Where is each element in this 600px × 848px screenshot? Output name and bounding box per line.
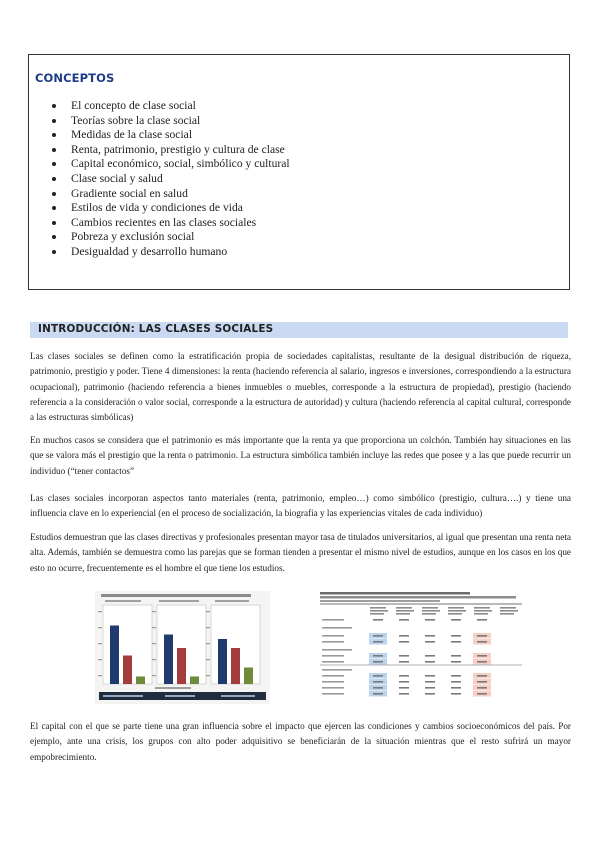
table-value-blur <box>373 681 383 683</box>
table-value-blur <box>425 635 435 637</box>
table-value-blur <box>451 693 461 695</box>
chart-panel-label-blur <box>105 600 141 602</box>
chart-axis-tick <box>152 643 156 644</box>
bar-chart <box>95 591 270 704</box>
table-header-blur <box>422 610 440 612</box>
table-row-label-blur <box>322 655 344 657</box>
table-value-blur <box>477 655 487 657</box>
table-value-blur <box>399 675 409 677</box>
table-header-blur <box>448 610 466 612</box>
chart-axis-tick <box>206 627 210 628</box>
concept-item: Estilos de vida y condiciones de vida <box>29 201 290 216</box>
concepts-box <box>28 54 570 290</box>
chart-bar-series-3-group-2 <box>190 677 199 685</box>
table-row-label-blur <box>322 627 352 629</box>
table-value-blur <box>425 661 435 663</box>
table-title-blur <box>320 600 440 602</box>
table-value-blur <box>373 693 383 695</box>
chart-axis-tick <box>152 627 156 628</box>
chart-title-blur <box>101 594 251 597</box>
table-header-blur <box>370 607 386 609</box>
table-value-blur <box>451 675 461 677</box>
table-value-blur <box>399 635 409 637</box>
chart-axis-tick <box>98 659 102 660</box>
table-header-blur <box>500 613 514 615</box>
chart-axis-tick <box>206 643 210 644</box>
table-value-blur <box>373 655 383 657</box>
chart-panel-label-blur <box>215 600 249 602</box>
table-cells <box>320 607 522 697</box>
table-value-blur <box>399 655 409 657</box>
intro-paragraph-1: Las clases sociales se definen como la estratificación propia de sociedades capitalistas, resultante de la desigual distribución de riqueza, patrimonio, prestigio y poder. Tiene 4 dimensiones: la renta (haciendo referencia al salario, ingresos e inversiones, correspondiendo a la estructura ocupacional), patrimonio (haciendo referencia a bienes inmuebles o muebles, corresponde a la estructura de propiedad), prestigio (haciendo referencia a la consideración o valor social, corresponde a la estructura de autoridad) y cultura (haciendo referencia al capital cultural, corresponde a las estructuras simbólicas) <box>30 351 571 423</box>
table-header-blur <box>474 613 488 615</box>
table-header-blur <box>474 610 492 612</box>
chart-axis-tick <box>152 659 156 660</box>
table-value-blur <box>425 641 435 643</box>
chart-bar-series-2-group-1 <box>123 656 132 685</box>
table-title-blur <box>320 592 470 595</box>
table-header-blur <box>396 613 410 615</box>
chart-bar-series-1-group-3 <box>218 639 227 684</box>
intro-paragraph-4: Estudios demuestran que las clases directivas y profesionales presentan mayor tasa de titulados universitarios, al igual que presentan una renta neta alta. Además, también se demuestra como las parejas que se forman tienden a presentar el mismo nivel de estudios, aunque en los casos en los que esto no ocurre, frecuentemente es el hombre el que tiene los estudios. <box>30 532 571 573</box>
concept-item: Clase social y salud <box>29 172 290 187</box>
table-value-blur <box>477 675 487 677</box>
concept-item: Renta, patrimonio, prestigio y cultura de clase <box>29 143 290 158</box>
table-header-blur <box>500 610 518 612</box>
table-header-blur <box>396 607 412 609</box>
table-header-blur <box>422 613 436 615</box>
table-value-blur <box>425 655 435 657</box>
table-value-blur <box>477 619 487 621</box>
table-value-blur <box>477 635 487 637</box>
chart-bar-series-2-group-3 <box>231 648 240 684</box>
table-row-label-blur <box>322 687 344 689</box>
chart-axis-tick <box>98 611 102 612</box>
table-value-blur <box>425 681 435 683</box>
table-value-blur <box>373 687 383 689</box>
chart-legend-entry <box>165 695 195 697</box>
concept-item: Teorías sobre la clase social <box>29 114 290 129</box>
table-row-label-blur <box>322 619 344 621</box>
table-row-label-blur <box>322 693 344 695</box>
table-value-blur <box>373 675 383 677</box>
table-header-blur <box>500 607 516 609</box>
table-value-blur <box>425 693 435 695</box>
table-value-blur <box>451 619 461 621</box>
table-value-blur <box>451 641 461 643</box>
table-value-blur <box>451 687 461 689</box>
table-value-blur <box>477 693 487 695</box>
chart-axis-tick <box>98 643 102 644</box>
table-value-blur <box>477 687 487 689</box>
table-value-blur <box>399 687 409 689</box>
table-title-blur <box>320 596 516 599</box>
table-value-blur <box>451 681 461 683</box>
table-header-blur <box>422 607 438 609</box>
concept-item: Desigualdad y desarrollo humano <box>29 245 290 260</box>
table-value-blur <box>399 661 409 663</box>
chart-legend-entry <box>221 695 255 697</box>
intro-paragraph-2: En muchos casos se considera que el patrimonio es más importante que la renta ya que proporciona un colchón. También hay situaciones en las que se valora más el prestigio que la renta o patrimonio. La estructura simbólica también incluye las redes que posee y a las que puede recurrir un individuo (“tener contactos” <box>30 435 571 476</box>
concept-item: Medidas de la clase social <box>29 128 290 143</box>
table-value-blur <box>373 661 383 663</box>
chart-axis-tick <box>98 675 102 676</box>
bar-chart-figure <box>95 591 270 704</box>
chart-axis-tick <box>206 659 210 660</box>
chart-axis-tick <box>206 675 210 676</box>
table-value-blur <box>399 681 409 683</box>
table-value-blur <box>451 635 461 637</box>
concept-item: Capital económico, social, simbólico y cultural <box>29 157 290 172</box>
chart-bar-series-1-group-1 <box>110 626 119 685</box>
table-value-blur <box>477 641 487 643</box>
table-header-blur <box>448 613 462 615</box>
concept-item: Gradiente social en salud <box>29 187 290 202</box>
chart-bar-series-3-group-1 <box>136 677 145 685</box>
table-value-blur <box>425 619 435 621</box>
table-row-label-blur <box>322 661 344 663</box>
table-header-blur <box>370 613 384 615</box>
chart-axis-tick <box>152 611 156 612</box>
concept-item: El concepto de clase social <box>29 99 290 114</box>
concepts-list <box>29 99 290 260</box>
chart-xlabel-blur <box>155 687 191 689</box>
chart-axis-tick <box>152 675 156 676</box>
table-value-blur <box>399 641 409 643</box>
table-value-blur <box>373 635 383 637</box>
table-value-blur <box>451 661 461 663</box>
section-header <box>30 322 568 338</box>
data-table-image <box>318 591 524 703</box>
table-row-label-blur <box>322 649 352 651</box>
table-value-blur <box>477 681 487 683</box>
table-value-blur <box>425 675 435 677</box>
table-header-blur <box>448 607 464 609</box>
table-value-blur <box>477 661 487 663</box>
table-row-label-blur <box>322 641 344 643</box>
table-header-blur <box>370 610 388 612</box>
section-title: INTRODUCCIÓN: LAS CLASES SOCIALES <box>38 323 274 335</box>
table-value-blur <box>373 619 383 621</box>
table-value-blur <box>399 619 409 621</box>
table-header-blur <box>396 610 414 612</box>
table-row-label-blur <box>322 635 344 637</box>
chart-panel-label-blur <box>159 600 199 602</box>
chart-bar-series-3-group-3 <box>244 668 253 685</box>
table-row-label-blur <box>322 681 344 683</box>
table-value-blur <box>399 693 409 695</box>
chart-legend-entry <box>103 695 143 697</box>
table-row-label-blur <box>322 669 352 671</box>
table-header-blur <box>474 607 490 609</box>
intro-paragraph-5: El capital con el que se parte tiene una gran influencia sobre el impacto que ejercen las condiciones y cambios socioeconómicos del país. Por ejemplo, ante una crisis, los grupos con alto poder adquisitivo se beneficiarán de la situación mientras que el resto sufrirá un mayor empobrecimiento. <box>30 721 571 762</box>
chart-bar-series-2-group-2 <box>177 648 186 684</box>
table-row-label-blur <box>322 675 344 677</box>
chart-axis-tick <box>98 627 102 628</box>
concept-item: Pobreza y exclusión social <box>29 230 290 245</box>
intro-paragraph-3: Las clases sociales incorporan aspectos tanto materiales (renta, patrimonio, empleo…) como simbólico (prestigio, cultura….) y tiene una influencia clave en lo experiencial (en el proceso de socialización, la biografía y las experiencias vitales de cada individuo) <box>30 493 571 519</box>
chart-axis-tick <box>206 611 210 612</box>
table-figure <box>318 591 524 703</box>
concepts-title: CONCEPTOS <box>35 71 115 85</box>
chart-bar-series-1-group-2 <box>164 635 173 685</box>
table-value-blur <box>373 641 383 643</box>
table-value-blur <box>451 655 461 657</box>
table-value-blur <box>425 687 435 689</box>
concept-item: Cambios recientes en las clases sociales <box>29 216 290 231</box>
